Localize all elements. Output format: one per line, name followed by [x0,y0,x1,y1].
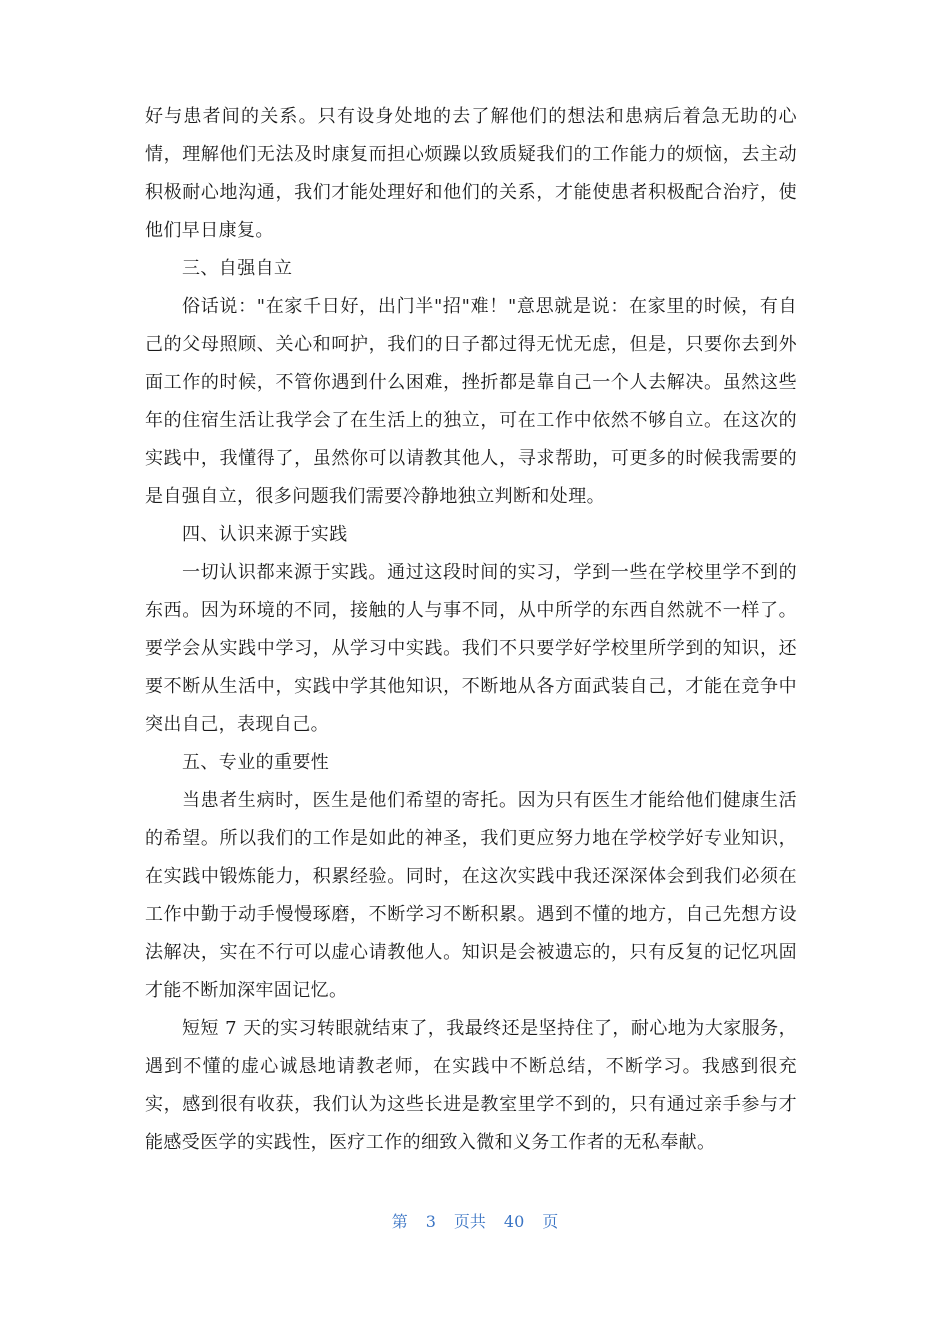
paragraph-practice: 一切认识都来源于实践。通过这段时间的实习，学到一些在学校里学不到的东西。因为环境的不同，接触的人与事不同，从中所学的东西自然就不一样了。要学会从实践中学习，从学习中实践。我们不只要学好学校里所学到的知识，还要不断从生活中，实践中学其他知识，不断地从各方面武装自己，才能在竞争中突出自己，表现自己。 [145,562,797,735]
section-heading-practice: 四、认识来源于实践 [182,524,348,545]
footer-middle: 页共 [453,1212,486,1231]
paragraph-self-reliance: 俗话说："在家千日好，出门半"招"难！"意思就是说：在家里的时候，有自己的父母照顾、关心和呵护，我们的日子都过得无忧无虑，但是，只要你去到外面工作的时候，不管你遇到什么困难，挫折都是靠自己一个人去解决。虽然这些年的住宿生活让我学会了在生活上的独立，可在工作中依然不够自立。在这次的实践中，我懂得了，虽然你可以请教其他人，寻求帮助，可更多的时候我需要的是自强自立，很多问题我们需要冷静地独立判断和处理。 [145,296,797,507]
paragraph-patient-relations: 好与患者间的关系。只有设身处地的去了解他们的想法和患病后着急无助的心情，理解他们无法及时康复而担心烦躁以致质疑我们的工作能力的烦恼，去主动积极耐心地沟通，我们才能处理好和他们的关系，才能使患者积极配合治疗，使他们早日康复。 [145,106,797,241]
total-pages-number: 40 [503,1212,525,1231]
current-page-number: 3 [425,1212,436,1231]
page-number-footer [0,1208,950,1236]
document-body [145,98,797,1162]
section-heading-self-reliance: 三、自强自立 [182,258,293,279]
paragraph-conclusion: 短短 7 天的实习转眼就结束了，我最终还是坚持住了，耐心地为大家服务，遇到不懂的虚心诚恳地请教老师，在实践中不断总结，不断学习。我感到很充实，感到很有收获，我们认为这些长进是教室里学不到的，只有通过亲手参与才能感受医学的实践性，医疗工作的细致入微和义务工作者的无私奉献。 [145,1018,797,1153]
paragraph-profession: 当患者生病时，医生是他们希望的寄托。因为只有医生才能给他们健康生活的希望。所以我们的工作是如此的神圣，我们更应努力地在学校学好专业知识，在实践中锻炼能力，积累经验。同时，在这次实践中我还深深体会到我们必须在工作中勤于动手慢慢琢磨，不断学习不断积累。遇到不懂的地方，自己先想方设法解决，实在不行可以虚心请教他人。知识是会被遗忘的，只有反复的记忆巩固才能不断加深牢固记忆。 [145,790,797,1001]
footer-prefix: 第 [391,1212,408,1231]
footer-suffix: 页 [542,1212,559,1231]
section-heading-profession: 五、专业的重要性 [182,752,330,773]
